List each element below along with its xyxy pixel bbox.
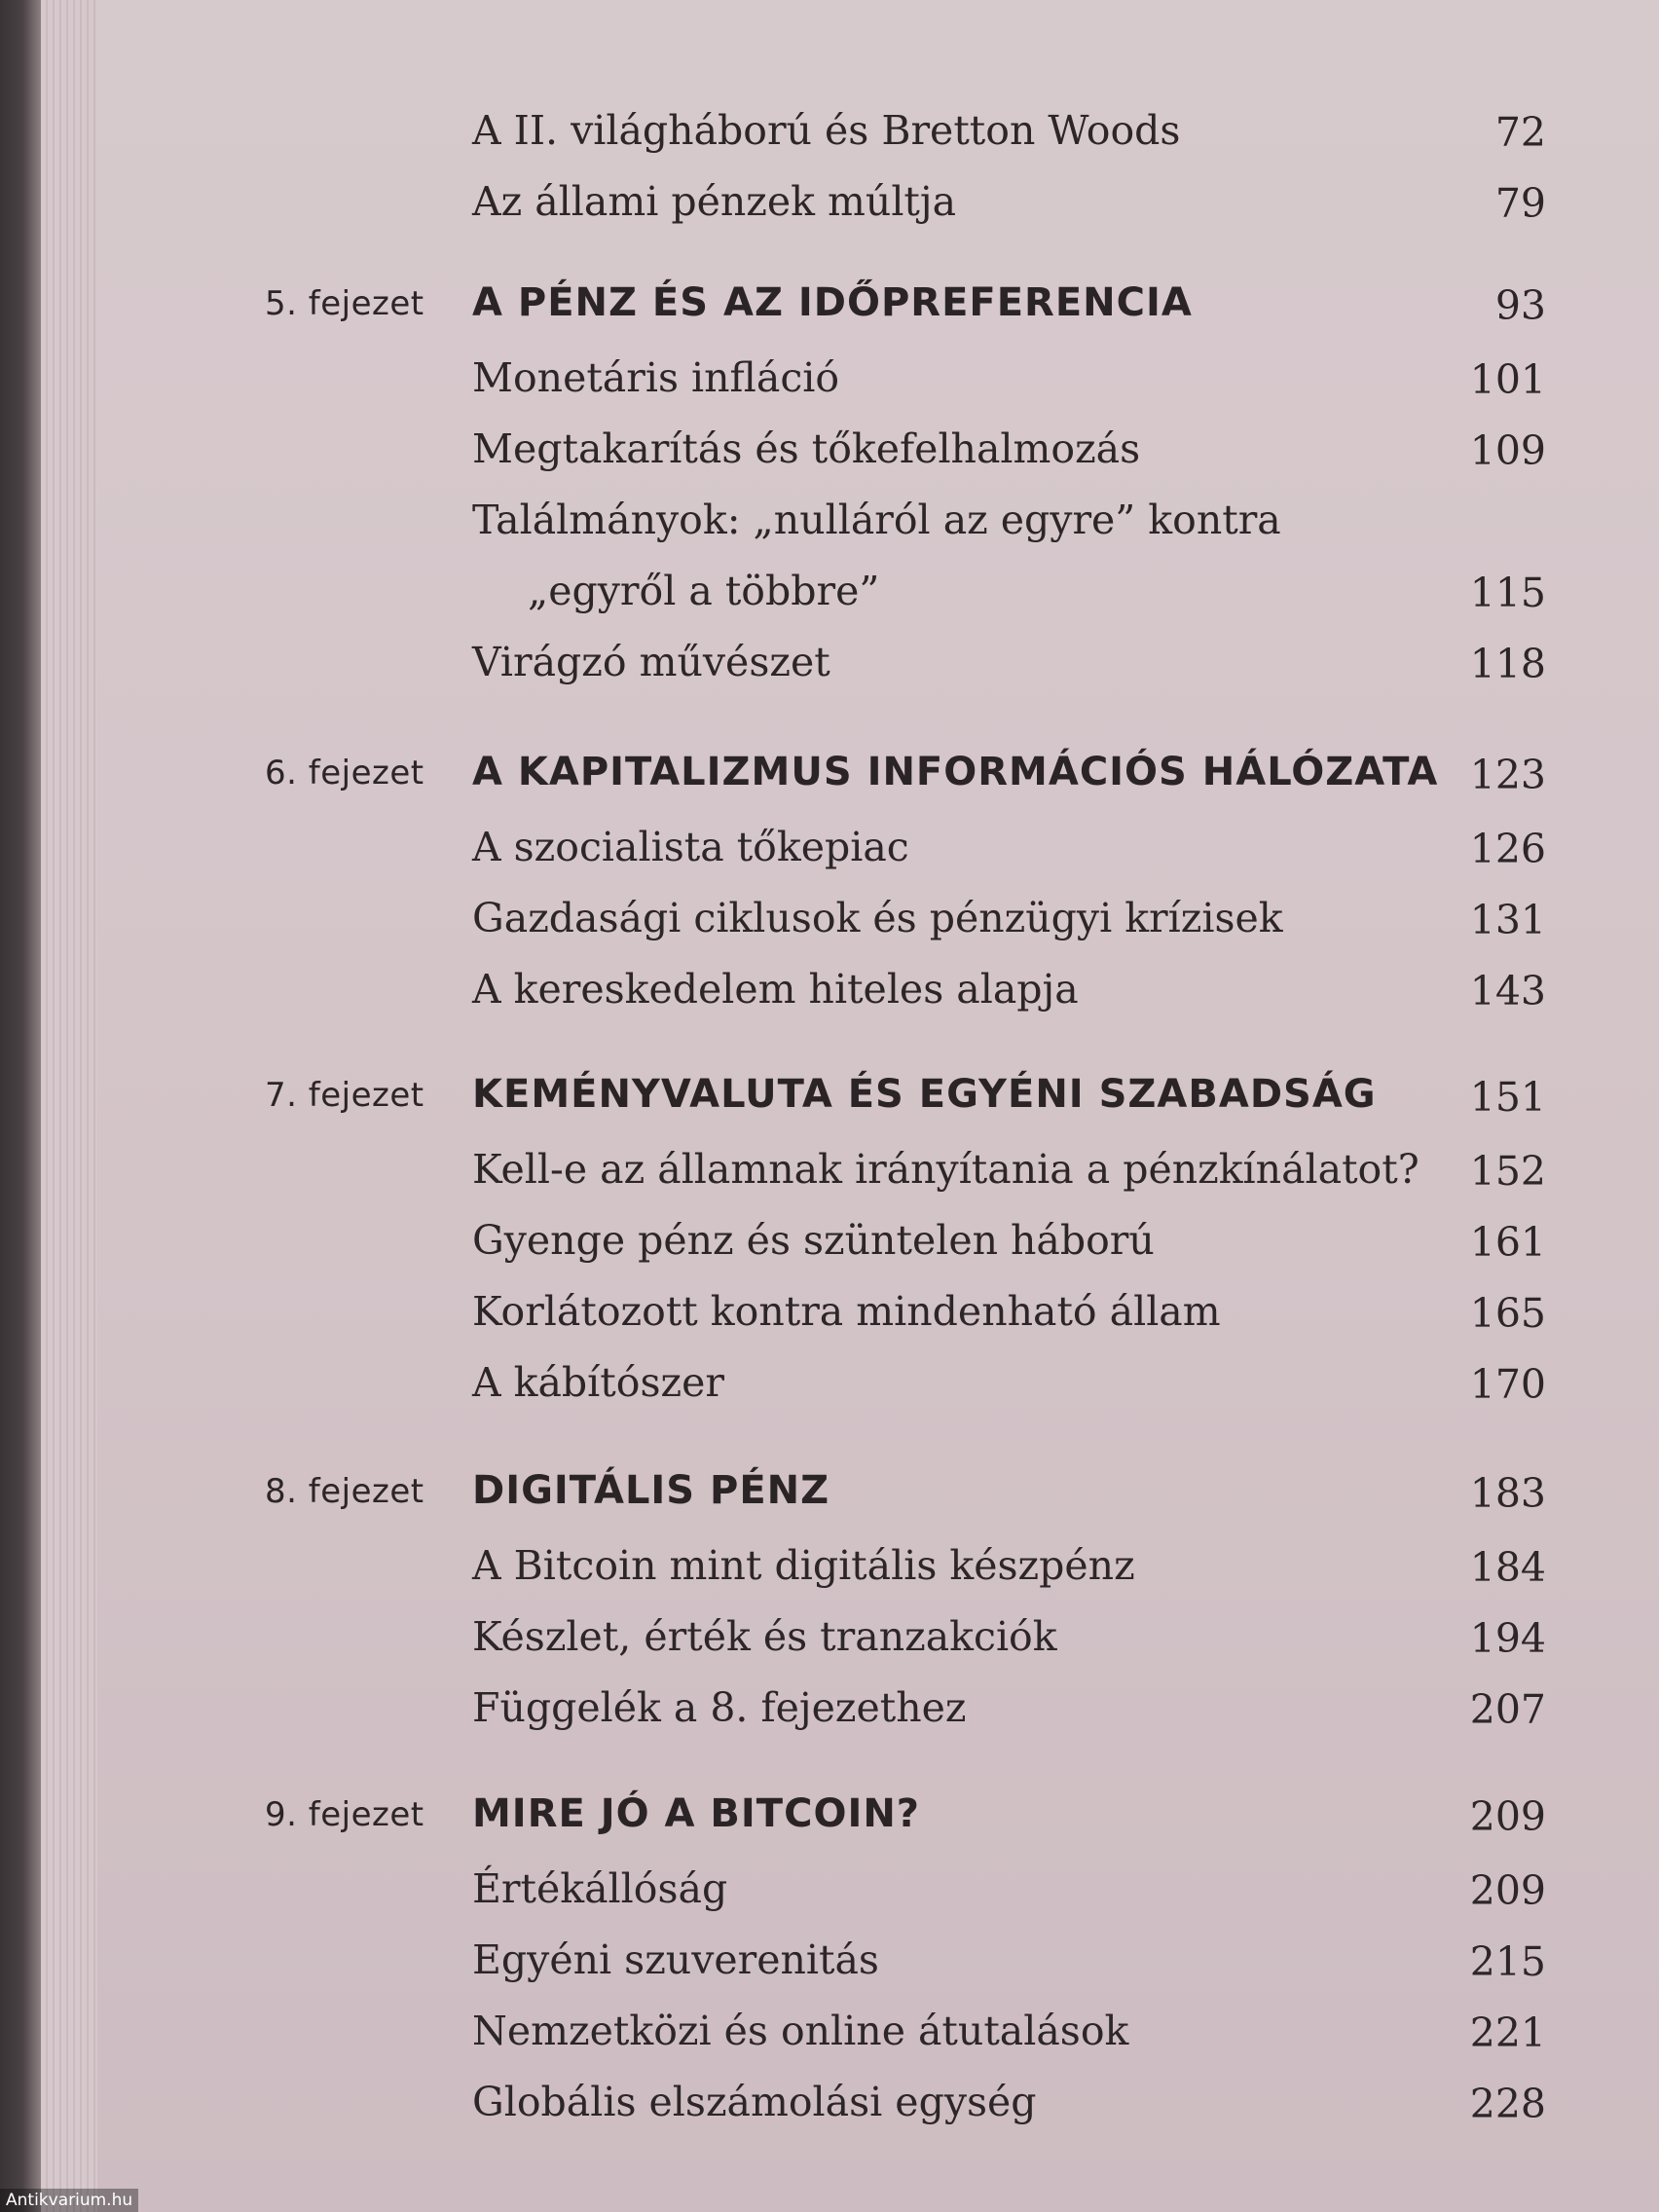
entry-title: A Bitcoin mint digitális készpénz bbox=[472, 1542, 1135, 1589]
chapter-heading bbox=[97, 267, 1659, 345]
entry-page: 184 bbox=[1469, 1544, 1546, 1591]
entry-page: 165 bbox=[1469, 1290, 1546, 1337]
toc-top-entries bbox=[97, 97, 1659, 240]
chapter-label: 6. fejezet bbox=[265, 754, 424, 793]
entry-title: Monetáris infláció bbox=[472, 354, 840, 401]
entry-page: 115 bbox=[1469, 570, 1546, 616]
entry-title: Korlátozott kontra mindenható állam bbox=[472, 1288, 1221, 1335]
chapter-title: A PÉNZ ÉS AZ IDŐPREFERENCIA bbox=[472, 280, 1193, 325]
entry-page: 170 bbox=[1469, 1361, 1546, 1408]
entry-page: 131 bbox=[1469, 897, 1546, 943]
chapter-title: MIRE JÓ A BITCOIN? bbox=[472, 1791, 921, 1836]
entry-page: 118 bbox=[1469, 641, 1546, 687]
entry-page: 101 bbox=[1469, 356, 1546, 403]
entry-title: Egyéni szuverenitás bbox=[472, 1936, 879, 1983]
entry-page: 126 bbox=[1469, 826, 1546, 872]
chapter-heading bbox=[97, 1778, 1659, 1856]
book-spine-edge bbox=[0, 0, 41, 2212]
toc-entry bbox=[97, 1856, 1659, 1927]
toc-entry bbox=[97, 1207, 1659, 1278]
chapter-7 bbox=[97, 1058, 1659, 1420]
entry-title: A szocialista tőkepiac bbox=[472, 824, 909, 870]
chapter-heading bbox=[97, 1455, 1659, 1532]
entry-title: Értékállóság bbox=[472, 1865, 728, 1912]
toc-page bbox=[97, 0, 1659, 2212]
toc-entry bbox=[97, 1927, 1659, 1998]
entry-title: Gazdasági ciklusok és pénzügyi krízisek bbox=[472, 895, 1283, 941]
chapter-title: KEMÉNYVALUTA ÉS EGYÉNI SZABADSÁG bbox=[472, 1072, 1377, 1117]
toc-entry bbox=[97, 558, 1659, 629]
chapter-title: A KAPITALIZMUS INFORMÁCIÓS HÁLÓZATA bbox=[472, 750, 1439, 794]
toc-entry bbox=[97, 956, 1659, 1027]
entry-title: Megtakarítás és tőkefelhalmozás bbox=[472, 425, 1141, 472]
toc-entry bbox=[97, 97, 1659, 168]
entry-title: Kell-e az államnak irányítania a pénzkínálatot? bbox=[472, 1146, 1419, 1193]
entry-page: 209 bbox=[1469, 1867, 1546, 1914]
chapter-heading bbox=[97, 736, 1659, 814]
entry-title: Készlet, érték és tranzakciók bbox=[472, 1613, 1057, 1660]
entry-page: 152 bbox=[1469, 1148, 1546, 1195]
toc-entry bbox=[97, 1136, 1659, 1207]
chapter-page: 151 bbox=[1469, 1074, 1546, 1121]
entry-page: 194 bbox=[1469, 1615, 1546, 1662]
watermark: Antikvarium.hu bbox=[0, 2189, 138, 2212]
chapter-label: 5. fejezet bbox=[265, 284, 424, 323]
chapter-label: 9. fejezet bbox=[265, 1795, 424, 1834]
entry-page: 143 bbox=[1469, 968, 1546, 1014]
page-stack bbox=[41, 0, 97, 2212]
toc-entry bbox=[97, 1532, 1659, 1604]
entry-title: Virágzó művészet bbox=[472, 639, 830, 685]
chapter-page: 183 bbox=[1469, 1470, 1546, 1517]
toc-entry bbox=[97, 487, 1659, 558]
entry-page: 221 bbox=[1469, 2009, 1546, 2056]
toc-entry bbox=[97, 1278, 1659, 1349]
chapter-8 bbox=[97, 1455, 1659, 1746]
entry-title: Gyenge pénz és szüntelen háború bbox=[472, 1217, 1155, 1264]
entry-page: 228 bbox=[1469, 2081, 1546, 2127]
toc-entry bbox=[97, 1675, 1659, 1746]
toc-entry bbox=[97, 2069, 1659, 2140]
toc-entry bbox=[97, 1349, 1659, 1420]
toc-entry bbox=[97, 885, 1659, 956]
chapter-page: 209 bbox=[1469, 1793, 1546, 1840]
table-of-contents bbox=[97, 0, 1659, 2212]
entry-title: „egyről a többre” bbox=[528, 568, 880, 614]
entry-title: Találmányok: „nulláról az egyre” kontra bbox=[472, 497, 1281, 543]
chapter-6 bbox=[97, 736, 1659, 1027]
toc-entry bbox=[97, 629, 1659, 700]
chapter-heading bbox=[97, 1058, 1659, 1136]
entry-page: 215 bbox=[1469, 1938, 1546, 1985]
toc-entry bbox=[97, 168, 1659, 240]
toc-entry bbox=[97, 814, 1659, 885]
entry-title: A II. világháború és Bretton Woods bbox=[472, 107, 1181, 154]
toc-entry bbox=[97, 1998, 1659, 2069]
entry-page: 72 bbox=[1494, 109, 1546, 156]
entry-title: Az állami pénzek múltja bbox=[472, 178, 957, 225]
toc-entry bbox=[97, 1604, 1659, 1675]
entry-title: Nemzetközi és online átutalások bbox=[472, 2008, 1129, 2054]
entry-title: Függelék a 8. fejezethez bbox=[472, 1684, 967, 1731]
entry-title: Globális elszámolási egység bbox=[472, 2079, 1037, 2125]
entry-page: 109 bbox=[1469, 427, 1546, 474]
entry-title: A kábítószer bbox=[472, 1359, 724, 1406]
toc-entry bbox=[97, 416, 1659, 487]
entry-page: 207 bbox=[1469, 1686, 1546, 1733]
chapter-page: 123 bbox=[1469, 752, 1546, 798]
chapter-page: 93 bbox=[1494, 282, 1546, 329]
chapter-label: 7. fejezet bbox=[265, 1076, 424, 1115]
entry-page: 161 bbox=[1469, 1219, 1546, 1266]
chapter-9 bbox=[97, 1778, 1659, 2140]
entry-title: A kereskedelem hiteles alapja bbox=[472, 966, 1079, 1013]
chapter-label: 8. fejezet bbox=[265, 1472, 424, 1511]
toc-entry bbox=[97, 345, 1659, 416]
chapter-5 bbox=[97, 267, 1659, 700]
chapter-title: DIGITÁLIS PÉNZ bbox=[472, 1468, 830, 1513]
entry-page: 79 bbox=[1494, 180, 1546, 227]
